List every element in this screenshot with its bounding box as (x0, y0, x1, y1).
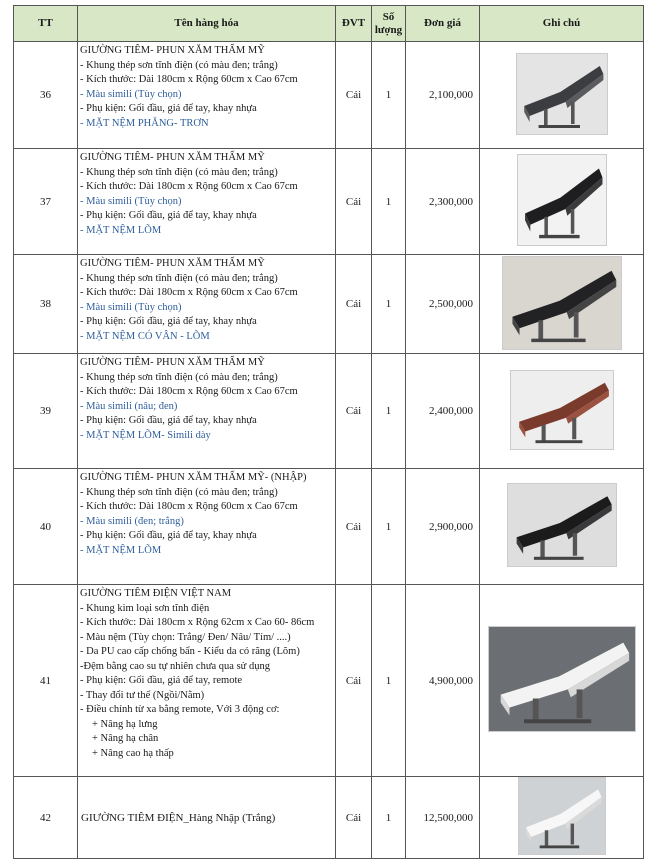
cell-unit: Cái (336, 255, 372, 354)
spec-line: - MẶT NỆM LÕM (80, 224, 162, 236)
cell-tt: 41 (14, 585, 78, 777)
spec-line: - Kích thước: Dài 180cm x Rộng 62cm x Cao 60- 86cm (80, 617, 315, 628)
brown-beauty-bed-photo (510, 370, 614, 450)
cell-note (480, 42, 644, 149)
product-title: GIƯỜNG TIÊM- PHUN XĂM THẨM MỸ (80, 357, 265, 368)
cell-product-name (78, 585, 336, 777)
spec-line: - Màu nệm (Tùy chọn: Trắng/ Đen/ Nâu/ Tím/ ....) (80, 631, 291, 643)
spec-line: - MẶT NỆM PHẲNG- TRƠN (80, 117, 209, 129)
spec-line: - Màu simili (Tùy chọn) (80, 301, 182, 313)
spec-line: - Màu simili (đen; trắng) (80, 515, 184, 527)
cell-unit: Cái (336, 42, 372, 149)
table-row (14, 42, 644, 149)
cell-qty: 1 (372, 42, 406, 149)
cell-unit: Cái (336, 585, 372, 777)
two-black-beauty-beds-photo (507, 483, 617, 567)
cell-note (480, 149, 644, 255)
spec-line: -Đệm bằng cao su tự nhiên chưa qua sử dụng (80, 660, 270, 672)
cell-price: 2,300,000 (406, 149, 480, 255)
black-textured-beauty-bed-photo (502, 256, 622, 350)
spec-line: - Phụ kiện: Gối đầu, giá để tay, khay nhựa (80, 415, 257, 426)
cell-product-name (78, 777, 336, 859)
spec-line: - Khung thép sơn tĩnh điện (có màu đen; trắng) (80, 486, 278, 498)
cell-tt: 36 (14, 42, 78, 149)
spec-line: - MẶT NỆM LÕM (80, 544, 162, 556)
header-unit: ĐVT (336, 6, 372, 42)
cell-product-name (78, 42, 336, 149)
header-price: Đơn giá (406, 6, 480, 42)
spec-line: - Phụ kiện: Gối đầu, giá để tay, khay nhựa (80, 210, 257, 221)
spec-line: - Điều chỉnh từ xa bằng remote, Với 3 động cơ: (80, 704, 280, 715)
product-title: GIƯỜNG TIÊM- PHUN XĂM THẨM MỸ (80, 152, 265, 163)
cell-price: 2,900,000 (406, 469, 480, 585)
cell-price: 12,500,000 (406, 777, 480, 859)
black-beauty-bed-photo (517, 154, 607, 246)
cell-qty: 1 (372, 354, 406, 469)
cell-price: 2,500,000 (406, 255, 480, 354)
cell-unit: Cái (336, 777, 372, 859)
cell-qty: 1 (372, 255, 406, 354)
header-qty: Số lượng (372, 6, 406, 42)
spec-line: - Phụ kiện: Gối đầu, giá để tay, khay nhựa (80, 316, 257, 327)
spec-line: - Khung thép sơn tĩnh điện (có màu đen; trắng) (80, 166, 278, 178)
cell-note (480, 777, 644, 859)
cell-product-name (78, 469, 336, 585)
spec-line: - Phụ kiện: Gối đầu, giá để tay, remote (80, 675, 243, 686)
cell-tt: 39 (14, 354, 78, 469)
cell-qty: 1 (372, 469, 406, 585)
table-row (14, 255, 644, 354)
cell-product-name (78, 354, 336, 469)
spec-line: - Kích thước: Dài 180cm x Rộng 60cm x Cao 67cm (80, 287, 298, 298)
spec-line: - Màu simili (Tùy chọn) (80, 195, 182, 207)
header-note: Ghi chú (480, 6, 644, 42)
cell-unit: Cái (336, 469, 372, 585)
white-electric-bed-photo (518, 777, 606, 855)
spec-line: - Kích thước: Dài 180cm x Rộng 60cm x Cao 67cm (80, 181, 298, 192)
cell-product-name (78, 149, 336, 255)
spec-line: - Phụ kiện: Gối đầu, giá để tay, khay nhựa (80, 530, 257, 541)
table-row (14, 585, 644, 777)
cell-price: 4,900,000 (406, 585, 480, 777)
spec-line: - Phụ kiện: Gối đầu, giá để tay, khay nhựa (80, 103, 257, 114)
spec-line: + Nâng hạ chân (92, 733, 159, 744)
header-row (14, 6, 644, 42)
product-title: GIƯỜNG TIÊM ĐIỆN VIỆT NAM (80, 588, 232, 599)
table-row (14, 149, 644, 255)
cell-qty: 1 (372, 777, 406, 859)
product-title: GIƯỜNG TIÊM- PHUN XĂM THẨM MỸ (80, 258, 265, 269)
spec-line: - Thay đổi tư thế (Ngồi/Nằm) (80, 689, 205, 701)
cell-unit: Cái (336, 149, 372, 255)
table-row (14, 777, 644, 859)
cell-price: 2,100,000 (406, 42, 480, 149)
spec-line: - Khung thép sơn tĩnh điện (có màu đen; trắng) (80, 272, 278, 284)
cell-note (480, 469, 644, 585)
cell-price: 2,400,000 (406, 354, 480, 469)
product-title: GIƯỜNG TIÊM ĐIỆN_Hàng Nhập (Trắng) (81, 812, 276, 825)
cell-note (480, 354, 644, 469)
spec-line: - Khung thép sơn tĩnh điện (có màu đen; trắng) (80, 59, 278, 71)
spec-line: - MẶT NỆM LÕM- Simili dày (80, 429, 211, 441)
spec-line: - Da PU cao cấp chống bẩn - Kiểu da có rãng (Lõm) (80, 646, 300, 657)
spec-line: - MẶT NỆM CÓ VÂN - LÕM (80, 330, 210, 342)
product-price-table (13, 5, 644, 859)
product-title: GIƯỜNG TIÊM- PHUN XĂM THẨM MỸ- (NHẬP) (80, 472, 307, 483)
spec-line: - Khung thép sơn tĩnh điện (có màu đen; trắng) (80, 371, 278, 383)
spec-line: - Kích thước: Dài 180cm x Rộng 60cm x Cao 67cm (80, 386, 298, 397)
spec-line: - Màu simili (Tùy chọn) (80, 88, 182, 100)
white-electric-beds-showroom-photo (488, 626, 636, 732)
table-row (14, 469, 644, 585)
product-title: GIƯỜNG TIÊM- PHUN XĂM THẨM MỸ (80, 45, 265, 56)
cell-tt: 40 (14, 469, 78, 585)
cell-note (480, 585, 644, 777)
table-row (14, 354, 644, 469)
cell-tt: 38 (14, 255, 78, 354)
spec-line: - Kích thước: Dài 180cm x Rộng 60cm x Cao 67cm (80, 501, 298, 512)
cell-qty: 1 (372, 585, 406, 777)
spec-line: - Màu simili (nâu; đen) (80, 400, 178, 412)
spec-line: + Nâng hạ lưng (92, 718, 158, 730)
cell-tt: 37 (14, 149, 78, 255)
cell-product-name (78, 255, 336, 354)
cell-tt: 42 (14, 777, 78, 859)
header-name: Tên hàng hóa (78, 6, 336, 42)
dark-gray-beauty-bed-photo (516, 53, 608, 135)
spec-line: - Kích thước: Dài 180cm x Rộng 60cm x Cao 67cm (80, 74, 298, 85)
spec-line: - Khung kim loại sơn tĩnh điện (80, 602, 210, 614)
cell-unit: Cái (336, 354, 372, 469)
cell-note (480, 255, 644, 354)
header-tt: TT (14, 6, 78, 42)
cell-qty: 1 (372, 149, 406, 255)
spec-line: + Nâng cao hạ thấp (92, 747, 174, 759)
